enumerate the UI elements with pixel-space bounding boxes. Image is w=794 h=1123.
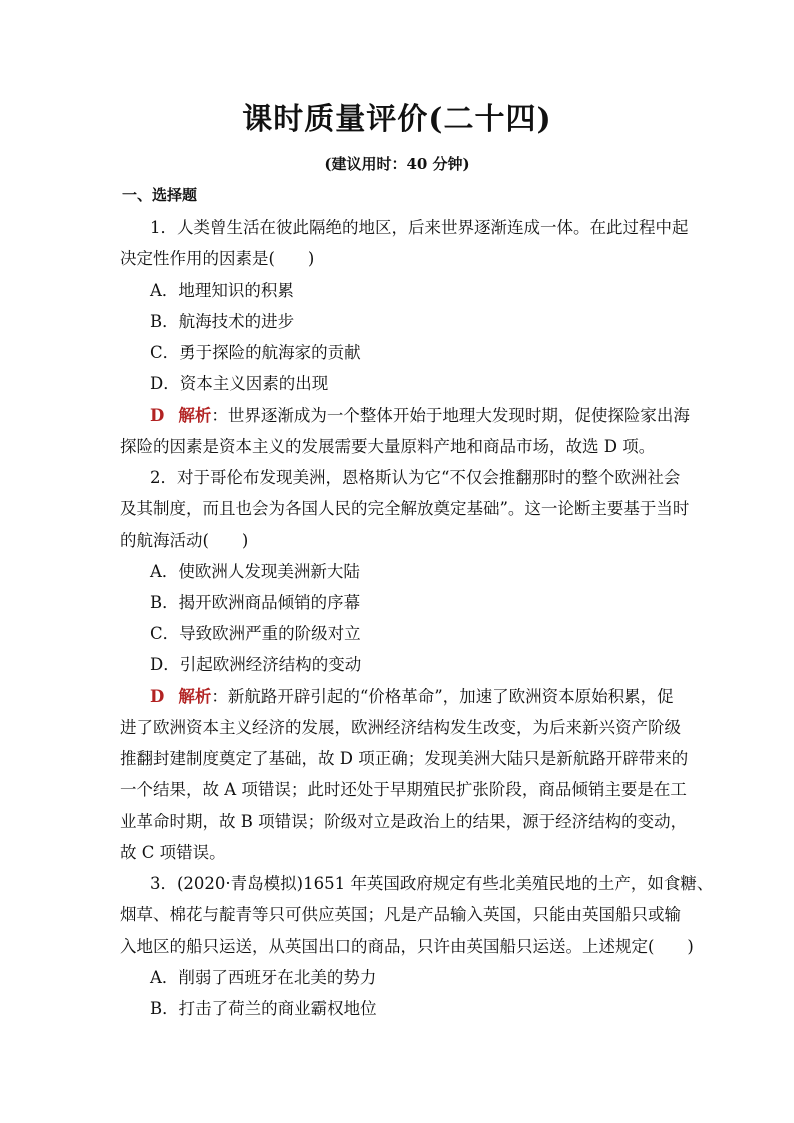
question-1-analysis-label: 解析 bbox=[178, 406, 212, 425]
question-3-stem-line-3: 入地区的船只运送，从英国出口的商品，只许由英国船只运送。上述规定( ) bbox=[120, 937, 694, 956]
question-2-analysis-line-4: 一个结果，故 A 项错误；此时还处于早期殖民扩张阶段，商品倾销主要是在工 bbox=[120, 780, 687, 799]
question-1-stem-line-1: 1．人类曾生活在彼此隔绝的地区，后来世界逐渐连成一体。在此过程中起 bbox=[150, 218, 689, 237]
question-2-analysis-line-2: 进了欧洲资本主义经济的发展，欧洲经济结构发生改变，为后来新兴资产阶级 bbox=[120, 718, 681, 737]
question-1-option-a: A．地理知识的积累 bbox=[150, 281, 294, 300]
question-2-analysis-line-5: 业革命时期，故 B 项错误；阶级对立是政治上的结果，源于经济结构的变动， bbox=[120, 812, 688, 831]
question-3-option-b: B．打击了荷兰的商业霸权地位 bbox=[150, 999, 377, 1018]
question-2-answer: D bbox=[150, 687, 165, 706]
question-2-option-a: A．使欧洲人发现美洲新大陆 bbox=[150, 562, 360, 581]
page-title: 课时质量评价(二十四) bbox=[242, 102, 552, 137]
question-1-answer: D bbox=[150, 406, 165, 425]
question-2-analysis-label: 解析 bbox=[178, 687, 212, 706]
question-1-analysis-line-2: 探险的因素是资本主义的发展需要大量原料产地和商品市场，故选 D 项。 bbox=[120, 437, 656, 456]
question-1-analysis-line-1: D 解析：世界逐渐成为一个整体开始于地理大发现时期，促使探险家出海 bbox=[150, 406, 690, 425]
question-3-stem-line-1: 3．(2020·青岛模拟)1651 年英国政府规定有些北美殖民地的土产，如食糖、 bbox=[150, 874, 714, 893]
question-2-option-b: B．揭开欧洲商品倾销的序幕 bbox=[150, 593, 361, 612]
question-2-analysis-line-6: 故 C 项错误。 bbox=[120, 843, 226, 862]
question-2-analysis-line-3: 推翻封建制度奠定了基础，故 D 项正确；发现美洲大陆只是新航路开辟带来的 bbox=[120, 749, 689, 768]
question-3-option-a: A．削弱了西班牙在北美的势力 bbox=[150, 968, 377, 987]
question-1-option-d: D．资本主义因素的出现 bbox=[150, 374, 329, 393]
question-1-option-c: C．勇于探险的航海家的贡献 bbox=[150, 343, 361, 362]
question-2-option-d: D．引起欧洲经济结构的变动 bbox=[150, 655, 362, 674]
section-heading: 一、选择题 bbox=[122, 186, 198, 204]
question-2-analysis-line-1: D 解析：新航路开辟引起的“价格革命”，加速了欧洲资本原始积累，促 bbox=[150, 687, 674, 706]
question-1-option-b: B．航海技术的进步 bbox=[150, 312, 295, 331]
question-2-option-c: C．导致欧洲严重的阶级对立 bbox=[150, 624, 361, 643]
question-3-stem-line-2: 烟草、棉花与靛青等只可供应英国；凡是产品输入英国，只能由英国船只或输 bbox=[120, 905, 681, 924]
page-subtitle: (建议用时：40 分钟) bbox=[324, 155, 470, 173]
question-2-stem-line-2: 及其制度，而且也会为各国人民的完全解放奠定基础”。这一论断主要基于当时 bbox=[120, 499, 690, 518]
question-2-stem-line-1: 2．对于哥伦布发现美洲，恩格斯认为它“不仅会推翻那时的整个欧洲社会 bbox=[150, 468, 681, 487]
question-1-stem-line-2: 决定性作用的因素是( ) bbox=[120, 249, 315, 268]
question-2-stem-line-3: 的航海活动( ) bbox=[120, 531, 249, 550]
